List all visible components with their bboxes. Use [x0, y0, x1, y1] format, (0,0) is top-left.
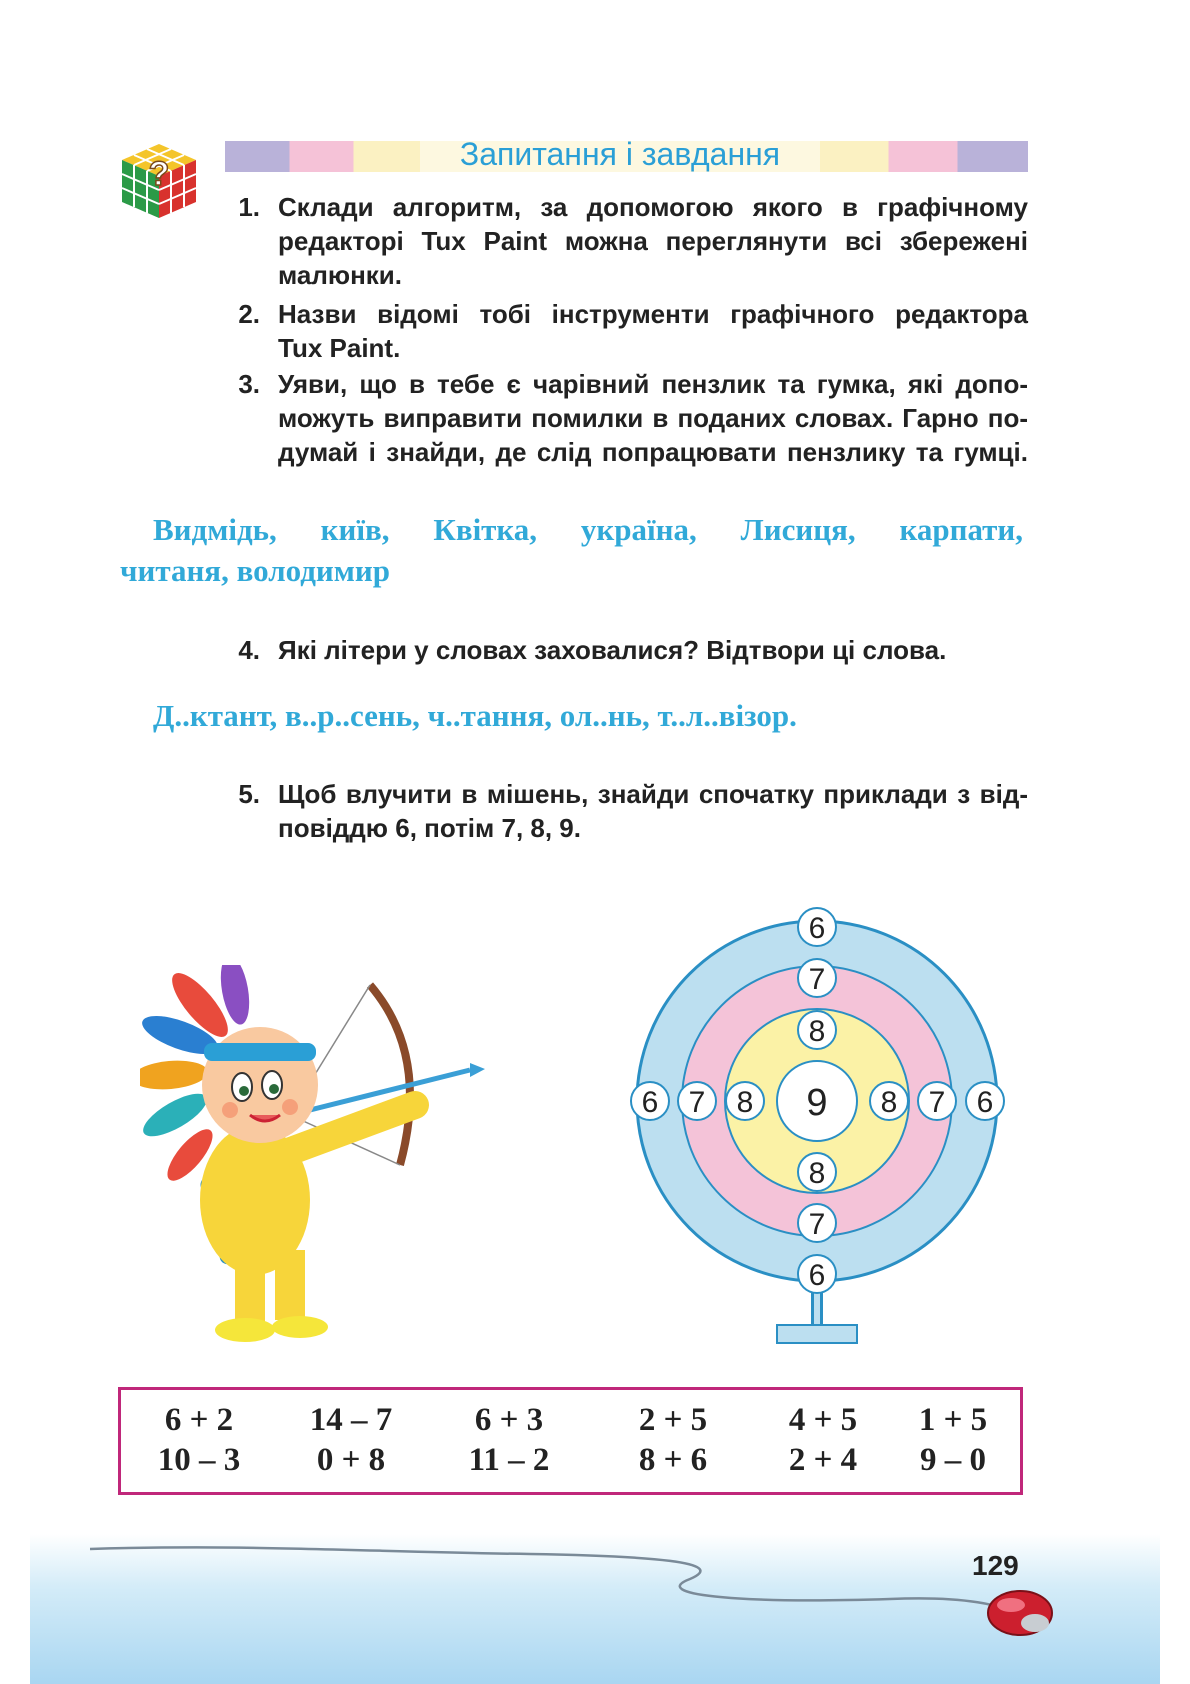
question-line: Склади алгоритм, за допомогою якого в графічному: [278, 192, 1028, 222]
target-number-right-8: [870, 1082, 908, 1120]
question-line: Tux Paint.: [278, 333, 401, 363]
example-top: 1 + 5: [918, 1402, 988, 1438]
target-number-top-7: [798, 959, 836, 997]
example-top: 4 + 5: [788, 1402, 858, 1438]
question-line: Назви відомі тобі інструменти графічного редактора: [278, 299, 1028, 329]
target-number-left-6: [631, 1082, 669, 1120]
example-column: [753, 1400, 893, 1480]
words-with-errors-line-1: Видмідь, київ, Квітка, україна, Лисиця, карпати,: [153, 512, 1023, 547]
rubiks-cube-question-icon: [118, 140, 200, 222]
target-number-right-7: [918, 1082, 956, 1120]
target-number: 7: [808, 1208, 826, 1241]
target-number: 6: [808, 1259, 826, 1292]
question-number: 2.: [238, 299, 260, 329]
question-number: 1.: [238, 192, 260, 222]
example-column: [603, 1400, 743, 1480]
example-column: [129, 1400, 269, 1480]
example-bottom: 8 + 6: [638, 1442, 708, 1478]
target-number-right-6: [966, 1082, 1004, 1120]
target-number: 6: [808, 912, 826, 945]
words-with-errors-line-2: читаня, володимир: [120, 553, 390, 588]
example-column: [883, 1400, 1023, 1480]
target-number: 8: [880, 1086, 898, 1119]
target-number: 7: [688, 1086, 706, 1119]
example-bottom: 0 + 8: [316, 1442, 386, 1478]
question-5: [228, 777, 1028, 847]
target-number-bottom-6: [798, 1255, 836, 1293]
title-band-left: [225, 141, 420, 172]
target-number-center-9: [806, 1082, 827, 1124]
question-line: можуть виправити помилки в поданих словах. Гарно по-: [278, 403, 1028, 433]
target-number: 8: [808, 1157, 826, 1190]
example-column: [281, 1400, 421, 1480]
example-top: 2 + 5: [638, 1402, 708, 1438]
question-2: [228, 297, 1028, 367]
example-bottom: 2 + 4: [788, 1442, 858, 1478]
question-1: [228, 190, 1028, 295]
question-line: думай і знайди, де слід попрацювати пензлику та гумці.: [278, 437, 1028, 467]
example-bottom: 9 – 0: [920, 1442, 986, 1478]
target-number: 7: [808, 963, 826, 996]
target-number: 9: [806, 1082, 828, 1124]
example-top: 6 + 2: [164, 1402, 234, 1438]
computer-mouse-icon: [985, 1585, 1055, 1640]
svg-text:?: ?: [148, 155, 170, 193]
target-number: 8: [808, 1015, 826, 1048]
question-line: Щоб влучити в мішень, знайди спочатку приклади з від-: [278, 779, 1028, 809]
example-bottom: 10 – 3: [157, 1442, 241, 1478]
question-line: Які літери у словах заховалися? Відтвори ці слова.: [278, 635, 947, 665]
title-band-right: [820, 141, 1028, 172]
example-column: [439, 1400, 579, 1480]
missing-letters-words: Д..ктант, в..р..сень, ч..тання, ол..нь, т..л..візор.: [153, 698, 797, 733]
example-top: 14 – 7: [309, 1402, 393, 1438]
question-number: 4.: [238, 635, 260, 665]
target-number: 6: [976, 1086, 994, 1119]
target-number-bottom-8: [798, 1153, 836, 1191]
target-diagram: [625, 905, 1010, 1355]
target-number-top-8: [798, 1011, 836, 1049]
question-line: повіддю 6, потім 7, 8, 9.: [278, 813, 581, 843]
target-number-left-7: [678, 1082, 716, 1120]
target-number-top-6: [798, 908, 836, 946]
question-line: Уяви, що в тебе є чарівний пензлик та гумка, які допо-: [278, 369, 1028, 399]
archer-illustration: [140, 965, 485, 1345]
section-title: Запитання і завдання: [459, 136, 781, 172]
page-number: 129: [972, 1550, 1019, 1581]
examples-box: [118, 1387, 1023, 1495]
question-4: [228, 633, 1028, 669]
question-number: 5.: [238, 779, 260, 809]
question-line: редакторі Tux Paint можна переглянути всі збережені: [278, 226, 1028, 256]
target-number-left-8: [726, 1082, 764, 1120]
target-number-bottom-7: [798, 1204, 836, 1242]
example-bottom: 11 – 2: [468, 1442, 550, 1478]
target-number: 8: [736, 1086, 754, 1119]
target-number: 6: [641, 1086, 659, 1119]
question-number: 3.: [238, 369, 260, 399]
question-3: [228, 367, 1028, 472]
example-top: 6 + 3: [474, 1402, 544, 1438]
target-number: 7: [928, 1086, 946, 1119]
question-line: малюнки.: [278, 260, 402, 290]
